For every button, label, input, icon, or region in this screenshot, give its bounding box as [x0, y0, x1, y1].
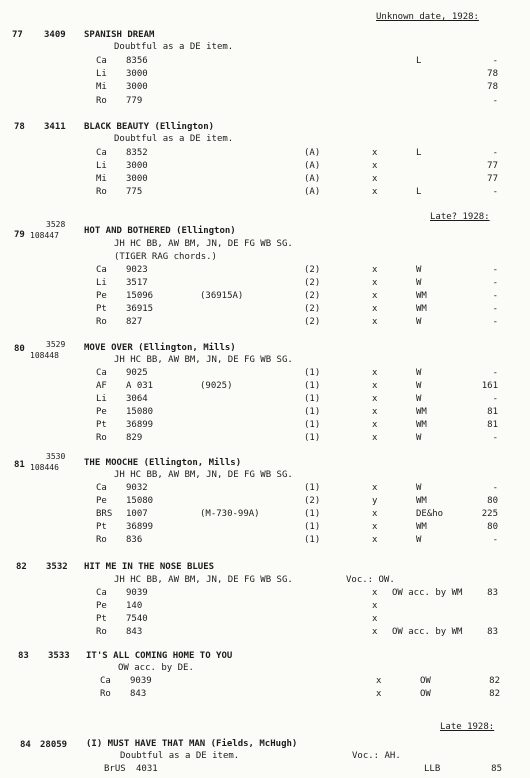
issue-number: 775: [126, 187, 143, 197]
issue-page: -: [492, 265, 498, 275]
issue-mark: W: [416, 317, 422, 327]
issue-label: BRS: [96, 509, 113, 519]
issue-number: 9025: [126, 368, 148, 378]
issue-take: (1): [304, 535, 321, 545]
issue-mark: L: [416, 56, 422, 66]
issue-mark: WM: [416, 496, 427, 506]
entry-title: SPANISH DREAM: [84, 30, 155, 40]
issue-x: y: [372, 496, 378, 506]
issue-number: A 031: [126, 381, 154, 391]
issue-take: (A): [304, 161, 321, 171]
issue-page: -: [492, 304, 498, 314]
issue-page: -: [492, 368, 498, 378]
issue-number: 15080: [126, 407, 154, 417]
issue-number: 827: [126, 317, 143, 327]
issue-x: x: [372, 381, 378, 391]
issue-label: Ro: [100, 689, 111, 699]
issue-label: Ro: [96, 317, 107, 327]
issue-page: 77: [487, 174, 498, 184]
issue-label: Ca: [100, 676, 111, 686]
issue-take: (2): [304, 496, 321, 506]
issue-page: -: [492, 96, 498, 106]
issue-label: Ca: [96, 588, 107, 598]
matrix-number: 3533: [48, 651, 70, 661]
issue-number: 36899: [126, 522, 154, 532]
issue-x: x: [372, 291, 378, 301]
issue-x: x: [372, 509, 378, 519]
issue-page: -: [492, 433, 498, 443]
issue-number: 3000: [126, 82, 148, 92]
issue-alt: (36915A): [200, 291, 244, 301]
issue-take: (1): [304, 522, 321, 532]
issue-x: x: [372, 588, 378, 598]
issue-label: Pe: [96, 601, 107, 611]
issue-take: (1): [304, 368, 321, 378]
entry-title: THE MOOCHE (Ellington, Mills): [84, 458, 242, 468]
issue-page: 81: [487, 407, 498, 417]
issue-page: 80: [487, 522, 498, 532]
issue-label: Ro: [96, 535, 107, 545]
issue-label: Pt: [96, 522, 107, 532]
issue-label: Pe: [96, 496, 107, 506]
issue-x: x: [372, 174, 378, 184]
date-header: Late 1928:: [440, 722, 495, 732]
issue-number: 7540: [126, 614, 148, 624]
matrix-number: 3409: [44, 30, 66, 40]
issue-number: 3064: [126, 394, 148, 404]
issue-number: 9023: [126, 265, 148, 275]
issue-take: (A): [304, 187, 321, 197]
issue-x: x: [372, 614, 378, 624]
issue-page: 78: [487, 82, 498, 92]
issue-mark: W: [416, 433, 422, 443]
issue-label: Ca: [96, 56, 107, 66]
issue-mark: WM: [416, 304, 427, 314]
issue-page: 225: [481, 509, 498, 519]
issue-take: (1): [304, 433, 321, 443]
entry-number: 79: [14, 230, 25, 240]
issue-page: -: [492, 483, 498, 493]
entry-note: OW acc. by DE.: [118, 663, 194, 673]
issue-label: Pe: [96, 407, 107, 417]
entry-number: 78: [14, 122, 25, 132]
issue-x: x: [372, 535, 378, 545]
issue-number: 140: [126, 601, 143, 611]
issue-mark: OW acc. by WM: [392, 627, 463, 637]
entry-title: IT'S ALL COMING HOME TO YOU: [86, 651, 233, 661]
date-header: Unknown date, 1928:: [376, 12, 479, 22]
entry-number: 82: [16, 562, 27, 572]
issue-take: (1): [304, 420, 321, 430]
issue-number: 15080: [126, 496, 154, 506]
matrix-number: 3532: [46, 562, 68, 572]
issue-number: 8356: [126, 56, 148, 66]
matrix-number-alt: 108448: [30, 351, 59, 360]
matrix-number-alt: 108446: [30, 463, 59, 472]
issue-number: 4031: [136, 764, 158, 774]
issue-x: x: [372, 187, 378, 197]
issue-number: 9032: [126, 483, 148, 493]
entry-note: (TIGER RAG chords.): [114, 252, 217, 262]
issue-label: BrUS: [104, 764, 126, 774]
issue-mark: LLB: [424, 764, 441, 774]
entry-number: 81: [14, 460, 25, 470]
issue-page: -: [492, 317, 498, 327]
entry-title: HIT ME IN THE NOSE BLUES: [84, 562, 215, 572]
issue-alt: (M-730-99A): [200, 509, 260, 519]
issue-number: 829: [126, 433, 143, 443]
issue-page: 81: [487, 420, 498, 430]
issue-number: 779: [126, 96, 143, 106]
issue-label: Ca: [96, 368, 107, 378]
entry-number: 84: [20, 740, 31, 750]
issue-number: 843: [126, 627, 143, 637]
issue-mark: W: [416, 394, 422, 404]
entry-note: JH HC BB, AW BM, JN, DE FG WB SG.: [114, 239, 293, 249]
issue-label: Li: [96, 161, 107, 171]
issue-x: x: [376, 689, 382, 699]
issue-x: x: [372, 368, 378, 378]
issue-page: -: [492, 187, 498, 197]
entry-note: Doubtful as a DE item.: [120, 751, 240, 761]
entry-note: Doubtful as a DE item.: [114, 134, 234, 144]
issue-mark: W: [416, 483, 422, 493]
issue-number: 9039: [126, 588, 148, 598]
issue-number: 36915: [126, 304, 154, 314]
issue-number: 836: [126, 535, 143, 545]
issue-page: 82: [489, 689, 500, 699]
entry-number: 77: [12, 30, 23, 40]
issue-label: Ro: [96, 627, 107, 637]
issue-number: 3517: [126, 278, 148, 288]
issue-label: Pt: [96, 304, 107, 314]
entry-note: Doubtful as a DE item.: [114, 42, 234, 52]
issue-x: x: [376, 676, 382, 686]
issue-number: 9039: [130, 676, 152, 686]
vocal-note: Voc.: AH.: [352, 751, 401, 761]
issue-page: 78: [487, 69, 498, 79]
issue-number: 3000: [126, 161, 148, 171]
issue-page: -: [492, 56, 498, 66]
issue-number: 36899: [126, 420, 154, 430]
issue-x: x: [372, 420, 378, 430]
issue-label: Li: [96, 394, 107, 404]
issue-number: 843: [130, 689, 147, 699]
issue-label: Pe: [96, 291, 107, 301]
issue-x: x: [372, 304, 378, 314]
issue-x: x: [372, 483, 378, 493]
date-header: Late? 1928:: [430, 212, 490, 222]
issue-page: 85: [491, 764, 502, 774]
issue-mark: OW: [420, 689, 431, 699]
issue-page: -: [492, 535, 498, 545]
issue-take: (1): [304, 381, 321, 391]
issue-number: 8352: [126, 148, 148, 158]
issue-x: x: [372, 522, 378, 532]
issue-label: Pt: [96, 420, 107, 430]
issue-mark: W: [416, 368, 422, 378]
issue-x: x: [372, 407, 378, 417]
issue-label: Ca: [96, 148, 107, 158]
issue-take: (A): [304, 148, 321, 158]
issue-mark: OW acc. by WM: [392, 588, 463, 598]
issue-label: Pt: [96, 614, 107, 624]
entry-title: (I) MUST HAVE THAT MAN (Fields, McHugh): [86, 739, 298, 749]
issue-label: Ca: [96, 265, 107, 275]
issue-page: 77: [487, 161, 498, 171]
matrix-number: 28059: [40, 740, 68, 750]
issue-x: x: [372, 601, 378, 611]
issue-label: Mi: [96, 82, 107, 92]
entry-title: MOVE OVER (Ellington, Mills): [84, 343, 236, 353]
issue-x: x: [372, 161, 378, 171]
matrix-number: 3411: [44, 122, 66, 132]
issue-page: -: [492, 148, 498, 158]
issue-take: (1): [304, 407, 321, 417]
issue-page: -: [492, 394, 498, 404]
issue-mark: W: [416, 265, 422, 275]
issue-mark: W: [416, 381, 422, 391]
issue-take: (2): [304, 304, 321, 314]
matrix-number-alt: 108447: [30, 231, 59, 240]
entry-note: JH HC BB, AW BM, JN, DE FG WB SG.: [114, 355, 293, 365]
issue-x: x: [372, 627, 378, 637]
issue-mark: W: [416, 278, 422, 288]
vocal-note: Voc.: OW.: [346, 575, 395, 585]
issue-page: -: [492, 291, 498, 301]
issue-mark: WM: [416, 407, 427, 417]
matrix-number: 3530: [46, 452, 66, 461]
issue-label: AF: [96, 381, 107, 391]
issue-number: 3000: [126, 174, 148, 184]
issue-page: 83: [487, 627, 498, 637]
issue-mark: W: [416, 535, 422, 545]
issue-label: Ro: [96, 96, 107, 106]
matrix-number: 3528: [46, 220, 66, 229]
entry-note: JH HC BB, AW BM, JN, DE FG WB SG.: [114, 470, 293, 480]
issue-take: (1): [304, 483, 321, 493]
issue-page: 83: [487, 588, 498, 598]
issue-label: Ro: [96, 433, 107, 443]
issue-take: (2): [304, 278, 321, 288]
issue-x: x: [372, 433, 378, 443]
issue-x: x: [372, 265, 378, 275]
issue-x: x: [372, 148, 378, 158]
entry-number: 83: [18, 651, 29, 661]
issue-label: Ca: [96, 483, 107, 493]
issue-mark: WM: [416, 522, 427, 532]
issue-x: x: [372, 278, 378, 288]
issue-number: 15096: [126, 291, 154, 301]
issue-alt: (9025): [200, 381, 233, 391]
issue-number: 1007: [126, 509, 148, 519]
issue-mark: DE&ho: [416, 509, 444, 519]
issue-x: x: [372, 394, 378, 404]
issue-mark: WM: [416, 291, 427, 301]
issue-mark: L: [416, 187, 422, 197]
matrix-number: 3529: [46, 340, 66, 349]
issue-take: (1): [304, 394, 321, 404]
entry-note: JH HC BB, AW BM, JN, DE FG WB SG.: [114, 575, 293, 585]
issue-mark: OW: [420, 676, 431, 686]
entry-title: HOT AND BOTHERED (Ellington): [84, 226, 236, 236]
issue-label: Li: [96, 69, 107, 79]
issue-page: 82: [489, 676, 500, 686]
issue-take: (2): [304, 291, 321, 301]
issue-page: -: [492, 278, 498, 288]
issue-mark: L: [416, 148, 422, 158]
issue-number: 3000: [126, 69, 148, 79]
issue-take: (1): [304, 509, 321, 519]
issue-x: x: [372, 317, 378, 327]
entry-title: BLACK BEAUTY (Ellington): [84, 122, 215, 132]
issue-label: Mi: [96, 174, 107, 184]
issue-take: (2): [304, 265, 321, 275]
entry-number: 80: [14, 344, 25, 354]
issue-mark: WM: [416, 420, 427, 430]
issue-page: 161: [481, 381, 498, 391]
issue-label: Ro: [96, 187, 107, 197]
issue-take: (2): [304, 317, 321, 327]
issue-page: 80: [487, 496, 498, 506]
issue-take: (A): [304, 174, 321, 184]
issue-label: Li: [96, 278, 107, 288]
